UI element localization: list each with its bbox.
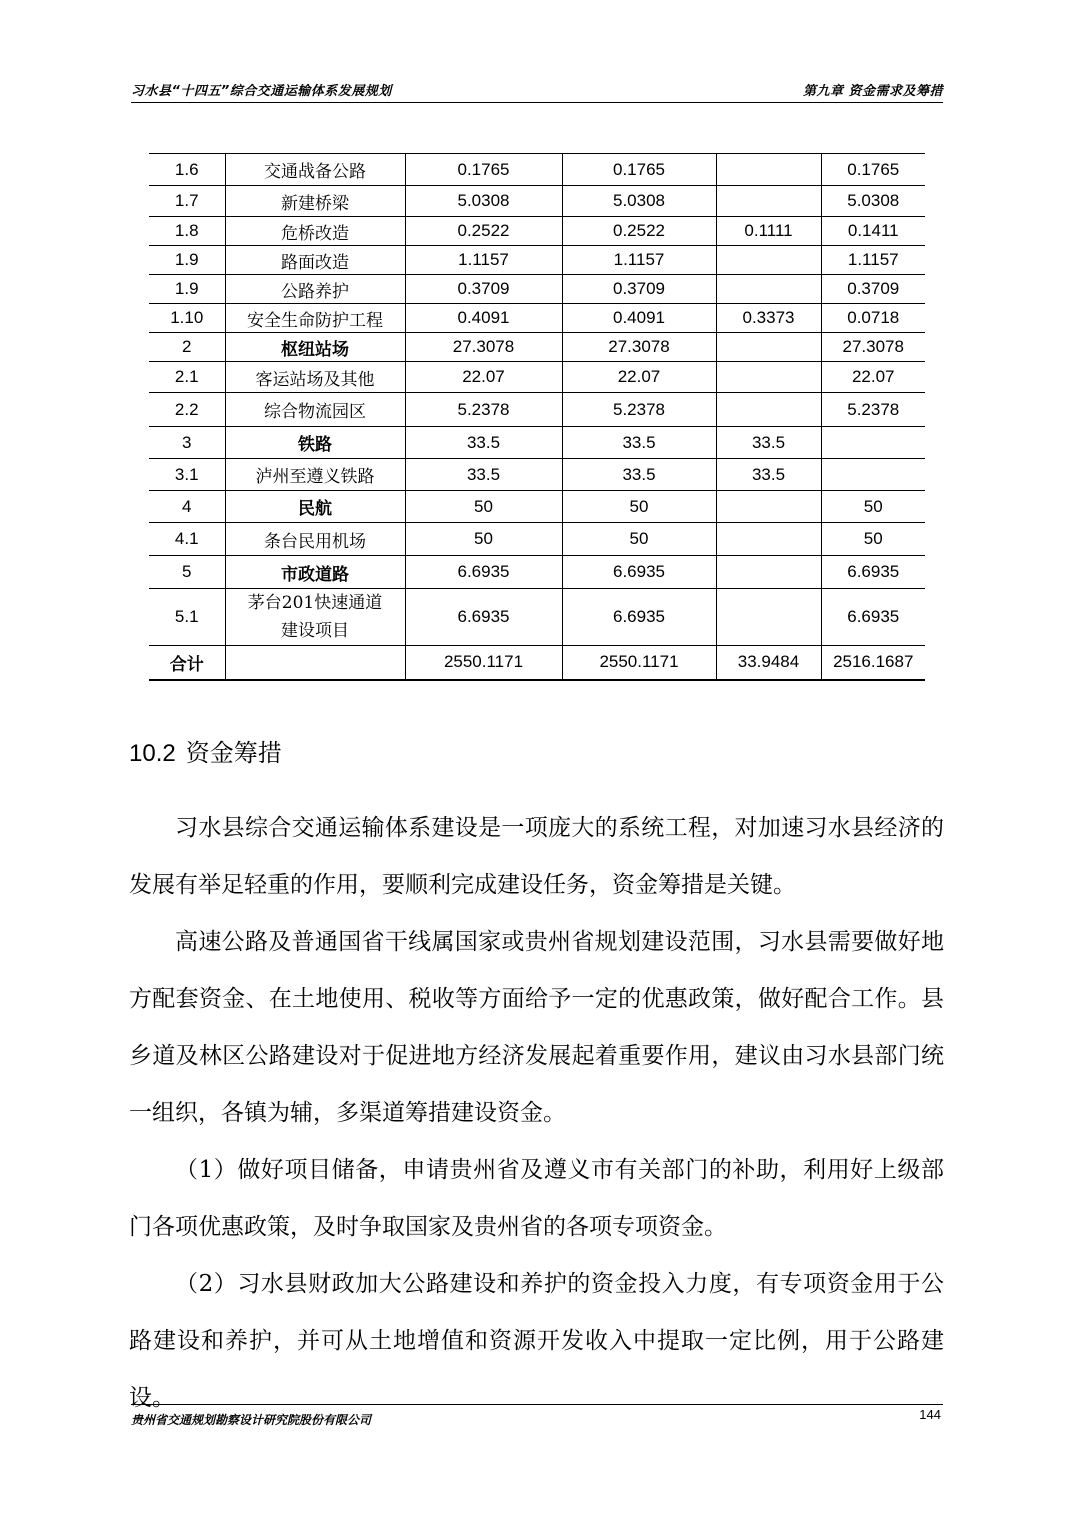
- total-name: [225, 646, 405, 680]
- row-value-col3: [716, 275, 821, 304]
- row-value-col2: 5.0308: [562, 186, 716, 217]
- row-value-col1: 0.2522: [405, 217, 562, 246]
- row-value-col1: 5.0308: [405, 186, 562, 217]
- total-value-col1: 2550.1171: [405, 646, 562, 680]
- table-row: [149, 217, 925, 246]
- row-value-col2: 33.5: [562, 459, 716, 491]
- row-item-name-line1: 茅台201快速通道: [247, 593, 383, 613]
- row-value-col1: 0.3709: [405, 275, 562, 304]
- row-number: 1.7: [149, 186, 225, 217]
- row-value-col4: 1.1157: [821, 246, 925, 275]
- row-value-col2: 50: [562, 491, 716, 523]
- row-value-col4: 0.0718: [821, 304, 925, 333]
- row-value-col2: 1.1157: [562, 246, 716, 275]
- row-value-col3: 0.1111: [716, 217, 821, 246]
- row-value-col3: [716, 362, 821, 393]
- table-row: [149, 556, 925, 589]
- row-number: 3: [149, 427, 225, 459]
- table-total-row: [149, 646, 925, 680]
- row-value-col3: [716, 186, 821, 217]
- row-value-col2: 0.1765: [562, 154, 716, 186]
- row-value-col2: 5.2378: [562, 393, 716, 427]
- row-value-col2: 33.5: [562, 427, 716, 459]
- paragraph: 习水县综合交通运输体系建设是一项庞大的系统工程，对加速习水县经济的发展有举足轻重的作用，要顺利完成建设任务，资金筹措是关键。: [129, 815, 944, 898]
- table-row: [149, 304, 925, 333]
- row-value-col1: 6.6935: [405, 556, 562, 589]
- row-value-col4: 50: [821, 491, 925, 523]
- row-value-col3: 33.5: [716, 459, 821, 491]
- row-value-col3: [716, 589, 821, 646]
- row-number: 4: [149, 491, 225, 523]
- paragraph: 高速公路及普通国省干线属国家或贵州省规划建设范围，习水县需要做好地方配套资金、在土地使用、税收等方面给予一定的优惠政策，做好配合工作。县乡道及林区公路建设对于促进地方经济发展起着重要作用，建议由习水县部门统一组织，各镇为辅，多渠道筹措建设资金。: [129, 929, 944, 1126]
- table-row: [149, 275, 925, 304]
- row-item-name: 路面改造: [225, 246, 405, 275]
- row-item-name: 安全生命防护工程: [225, 304, 405, 333]
- table-row: [149, 154, 925, 186]
- body-text: [129, 800, 944, 1427]
- row-value-col3: [716, 556, 821, 589]
- row-value-col3: [716, 393, 821, 427]
- row-number: 2.1: [149, 362, 225, 393]
- row-value-col3: 33.5: [716, 427, 821, 459]
- row-number: 2: [149, 333, 225, 362]
- table-row: [149, 333, 925, 362]
- row-value-col2: 6.6935: [562, 556, 716, 589]
- row-value-col2: 0.4091: [562, 304, 716, 333]
- total-value-col3: 33.9484: [716, 646, 821, 680]
- row-item-name: [225, 589, 405, 646]
- row-value-col1: 27.3078: [405, 333, 562, 362]
- row-number: 1.8: [149, 217, 225, 246]
- row-number: 1.6: [149, 154, 225, 186]
- row-value-col1: 1.1157: [405, 246, 562, 275]
- row-value-col2: 22.07: [562, 362, 716, 393]
- row-item-name: 公路养护: [225, 275, 405, 304]
- row-value-col4: 0.1411: [821, 217, 925, 246]
- row-value-col1: 50: [405, 523, 562, 556]
- row-value-col3: [716, 523, 821, 556]
- row-value-col2: 50: [562, 523, 716, 556]
- row-value-col1: 33.5: [405, 427, 562, 459]
- funding-table: [149, 153, 925, 681]
- row-category-name: 枢纽站场: [225, 333, 405, 362]
- table-row: [149, 427, 925, 459]
- paragraph: （2）习水县财政加大公路建设和养护的资金投入力度，有专项资金用于公路建设和养护，并可从土地增值和资源开发收入中提取一定比例，用于公路建设。: [129, 1271, 944, 1411]
- row-number: 5: [149, 556, 225, 589]
- row-value-col3: [716, 333, 821, 362]
- table-row: [149, 459, 925, 491]
- row-value-col1: 0.4091: [405, 304, 562, 333]
- table-row: [149, 491, 925, 523]
- row-value-col4: [821, 459, 925, 491]
- row-value-col1: 0.1765: [405, 154, 562, 186]
- section-title: 资金筹措: [185, 739, 282, 767]
- table-row: [149, 362, 925, 393]
- row-value-col1: 22.07: [405, 362, 562, 393]
- total-value-col2: 2550.1171: [562, 646, 716, 680]
- row-category-name: 市政道路: [225, 556, 405, 589]
- row-value-col4: 27.3078: [821, 333, 925, 362]
- row-value-col3: 0.3373: [716, 304, 821, 333]
- row-number: 1.10: [149, 304, 225, 333]
- row-value-col1: 6.6935: [405, 589, 562, 646]
- row-number: 5.1: [149, 589, 225, 646]
- row-number: 1.9: [149, 275, 225, 304]
- row-value-col1: 50: [405, 491, 562, 523]
- row-value-col3: [716, 154, 821, 186]
- row-item-name: 客运站场及其他: [225, 362, 405, 393]
- section-heading: [129, 733, 282, 768]
- table-row: [149, 393, 925, 427]
- row-value-col4: 0.1765: [821, 154, 925, 186]
- total-label: 合计: [149, 646, 225, 680]
- page-header: [131, 80, 943, 103]
- row-item-name-line2: 建设项目: [281, 621, 349, 641]
- row-value-col2: 0.3709: [562, 275, 716, 304]
- page-number: 144: [919, 1407, 941, 1422]
- row-number: 2.2: [149, 393, 225, 427]
- page-footer: [131, 1404, 943, 1425]
- table-row: [149, 246, 925, 275]
- row-value-col2: 6.6935: [562, 589, 716, 646]
- row-item-name: 综合物流园区: [225, 393, 405, 427]
- total-value-col4: 2516.1687: [821, 646, 925, 680]
- row-item-name: 泸州至遵义铁路: [225, 459, 405, 491]
- row-value-col4: 0.3709: [821, 275, 925, 304]
- row-value-col1: 5.2378: [405, 393, 562, 427]
- row-value-col4: 6.6935: [821, 556, 925, 589]
- row-category-name: 民航: [225, 491, 405, 523]
- row-value-col4: 50: [821, 523, 925, 556]
- row-value-col4: [821, 427, 925, 459]
- table-row: [149, 523, 925, 556]
- row-number: 1.9: [149, 246, 225, 275]
- section-number: 10.2: [129, 740, 176, 767]
- row-item-name: 危桥改造: [225, 217, 405, 246]
- row-value-col1: 33.5: [405, 459, 562, 491]
- header-document-title: 习水县“十四五”综合交通运输体系发展规划: [131, 84, 392, 99]
- row-item-name: 条台民用机场: [225, 523, 405, 556]
- row-value-col2: 0.2522: [562, 217, 716, 246]
- row-value-col4: 5.2378: [821, 393, 925, 427]
- row-category-name: 铁路: [225, 427, 405, 459]
- row-value-col4: 6.6935: [821, 589, 925, 646]
- row-value-col2: 27.3078: [562, 333, 716, 362]
- row-value-col3: [716, 246, 821, 275]
- table-row: [149, 589, 925, 646]
- row-value-col3: [716, 491, 821, 523]
- table-row: [149, 186, 925, 217]
- footer-company: 贵州省交通规划勘察设计研究院股份有限公司: [131, 1413, 372, 1427]
- row-number: 4.1: [149, 523, 225, 556]
- row-item-name: 新建桥梁: [225, 186, 405, 217]
- row-number: 3.1: [149, 459, 225, 491]
- row-value-col4: 5.0308: [821, 186, 925, 217]
- row-item-name: 交通战备公路: [225, 154, 405, 186]
- paragraph: （1）做好项目储备，申请贵州省及遵义市有关部门的补助，利用好上级部门各项优惠政策，及时争取国家及贵州省的各项专项资金。: [129, 1157, 944, 1240]
- header-chapter-title: 第九章 资金需求及筹措: [802, 84, 943, 99]
- row-value-col4: 22.07: [821, 362, 925, 393]
